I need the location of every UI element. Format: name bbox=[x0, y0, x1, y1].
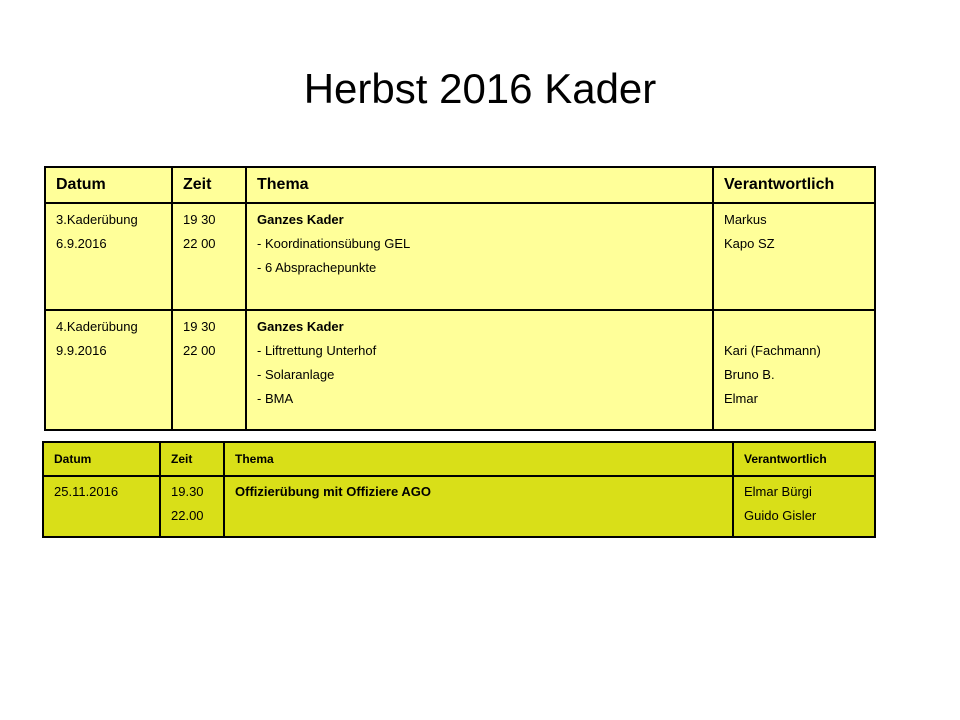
thema-title: Offizierübung mit Offiziere AGO bbox=[235, 484, 431, 499]
verantwortlich-name: Markus bbox=[724, 212, 767, 227]
kader-schedule-table bbox=[44, 166, 876, 431]
thema-item: - Koordinationsübung GEL bbox=[257, 236, 411, 251]
table-row bbox=[45, 310, 875, 430]
cell-zeit bbox=[172, 310, 246, 430]
zeit-start: 19 30 bbox=[183, 319, 216, 334]
thema-item: - BMA bbox=[257, 391, 294, 406]
zeit-start: 19.30 bbox=[171, 484, 204, 499]
datum-label: 4.Kaderübung bbox=[56, 319, 138, 334]
datum-label: 3.Kaderübung bbox=[56, 212, 138, 227]
verantwortlich-name: Elmar Bürgi bbox=[744, 484, 812, 499]
table-header-row bbox=[43, 442, 875, 476]
verantwortlich-name: Bruno B. bbox=[724, 367, 775, 382]
datum-date: 25.11.2016 bbox=[54, 484, 119, 499]
cell-verantwortlich bbox=[713, 310, 875, 430]
cell-datum bbox=[43, 476, 160, 537]
thema-item: - Solaranlage bbox=[257, 367, 335, 382]
thema-item: - Liftrettung Unterhof bbox=[257, 343, 377, 358]
zeit-end: 22 00 bbox=[183, 236, 216, 251]
zeit-start: 19 30 bbox=[183, 212, 216, 227]
datum-date: 9.9.2016 bbox=[56, 343, 107, 358]
verantwortlich-name: Kari (Fachmann) bbox=[724, 343, 821, 358]
verantwortlich-name: Elmar bbox=[724, 391, 758, 406]
zeit-end: 22 00 bbox=[183, 343, 216, 358]
header-datum: Datum bbox=[45, 167, 172, 203]
header-datum: Datum bbox=[43, 442, 160, 476]
header-thema: Thema bbox=[224, 442, 733, 476]
thema-item: - 6 Absprachepunkte bbox=[257, 260, 377, 275]
page-title: Herbst 2016 Kader bbox=[303, 65, 657, 112]
header-zeit: Zeit bbox=[172, 167, 246, 203]
thema-title: Ganzes Kader bbox=[257, 319, 344, 334]
cell-thema bbox=[246, 203, 713, 310]
table-row bbox=[45, 203, 875, 310]
thema-title: Ganzes Kader bbox=[257, 212, 344, 227]
offizier-schedule-table bbox=[42, 441, 876, 538]
cell-datum bbox=[45, 310, 172, 430]
cell-zeit bbox=[160, 476, 224, 537]
header-zeit: Zeit bbox=[160, 442, 224, 476]
cell-datum bbox=[45, 203, 172, 310]
cell-verantwortlich bbox=[713, 203, 875, 310]
cell-verantwortlich bbox=[733, 476, 875, 537]
table-row bbox=[43, 476, 875, 537]
verantwortlich-name: Guido Gisler bbox=[744, 508, 817, 523]
header-verantwortlich: Verantwortlich bbox=[713, 167, 875, 203]
verantwortlich-name: Kapo SZ bbox=[724, 236, 775, 251]
header-verantwortlich: Verantwortlich bbox=[733, 442, 875, 476]
table-header-row bbox=[45, 167, 875, 203]
cell-thema bbox=[246, 310, 713, 430]
header-thema: Thema bbox=[246, 167, 713, 203]
cell-thema bbox=[224, 476, 733, 537]
datum-date: 6.9.2016 bbox=[56, 236, 107, 251]
zeit-end: 22.00 bbox=[171, 508, 204, 523]
cell-zeit bbox=[172, 203, 246, 310]
